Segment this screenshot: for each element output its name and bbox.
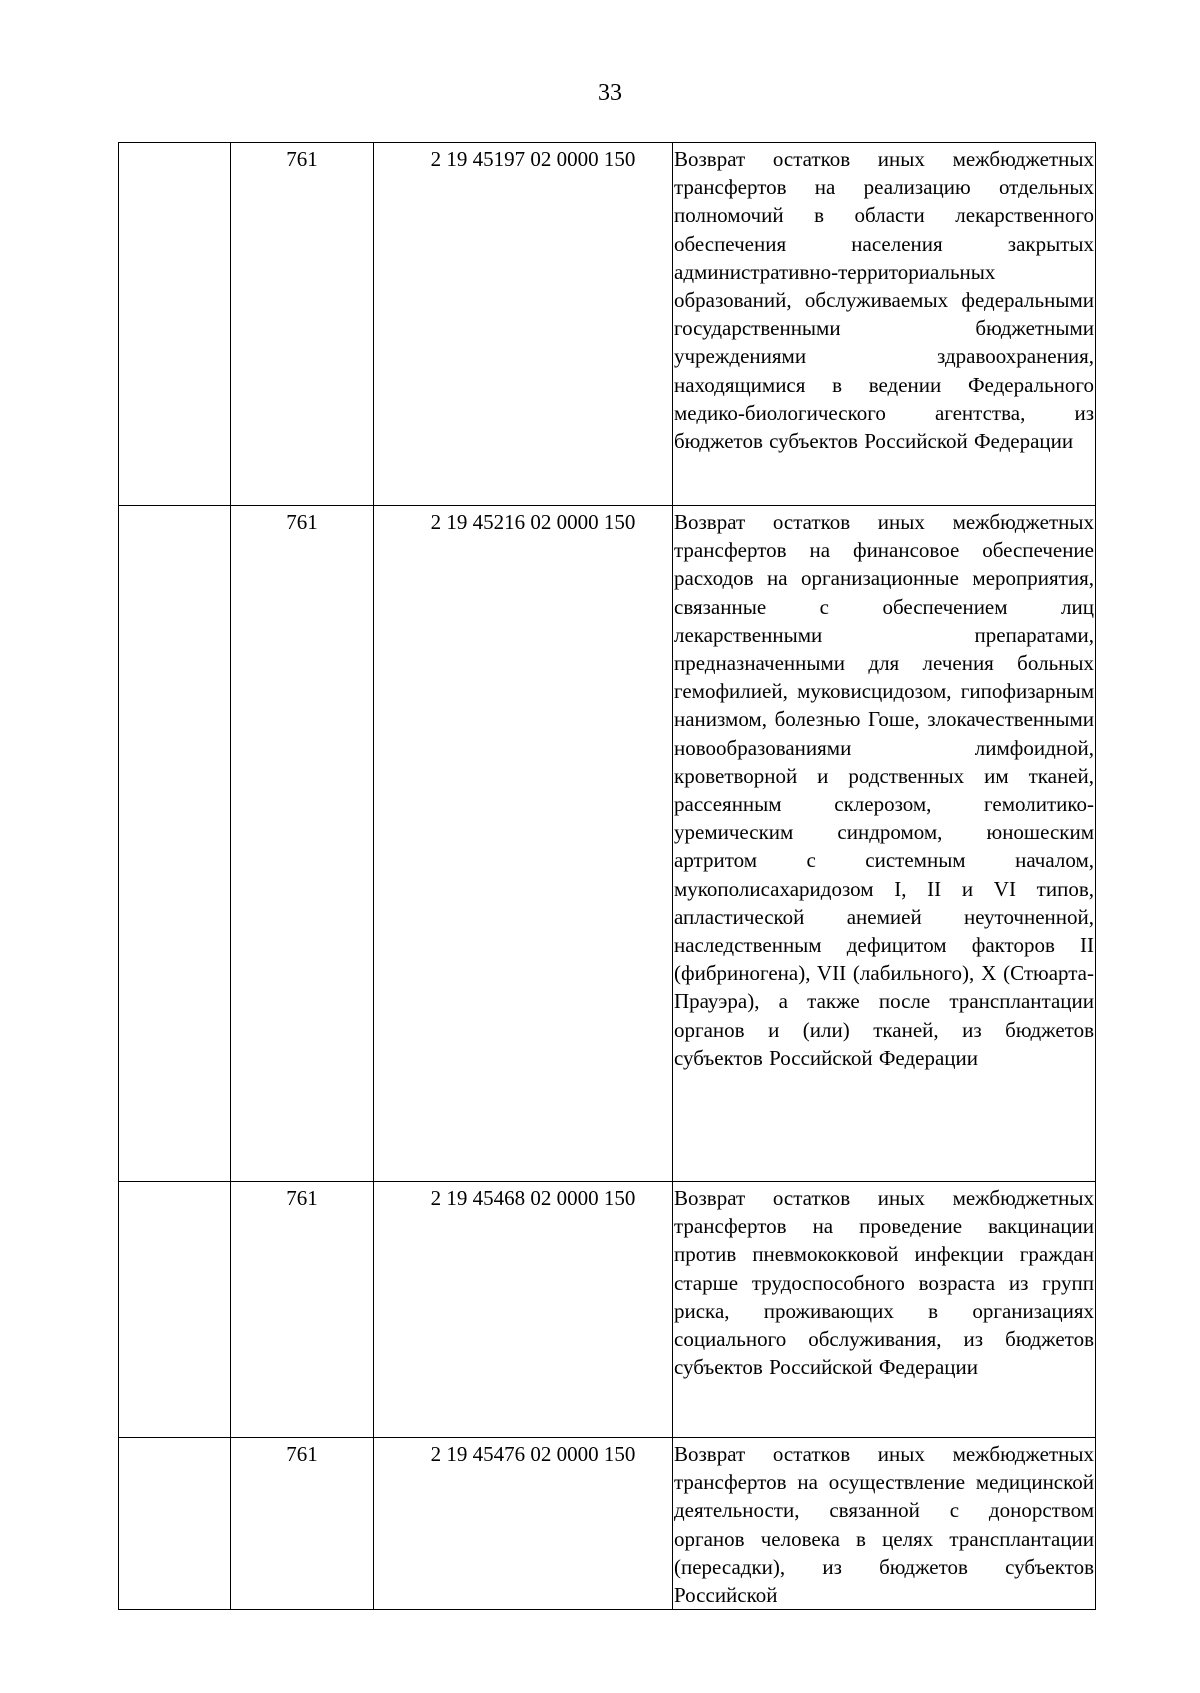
table-row [119, 506, 1096, 1182]
budget-codes-table [118, 142, 1096, 1610]
budget-code-cell: 2 19 45197 02 0000 150 [374, 143, 673, 506]
table-row [119, 1438, 1096, 1610]
income-name-cell: Возврат остатков иных межбюджетных трансфертов на финансовое обеспечение расходов на организационные мероприятия, связанные с обеспечением лиц лекарственными препаратами, предназначенными для лечения больных гемофилией, муковисцидозом, гипофизарным нанизмом, болезнью Гоше, злокачественными новообразованиями лимфоидной, кроветворной и родственных им тканей, рассеянным склерозом, гемолитико-уремическим синдромом, юношеским артритом с системным началом, мукополисахаридозом I, II и VI типов, апластической анемией неуточненной, наследственным дефицитом факторов II (фибриногена), VII (лабильного), X (Стюарта-Прауэра), а также после трансплантации органов и (или) тканей, из бюджетов субъектов Российской Федерации [673, 506, 1096, 1182]
blank-cell [119, 506, 231, 1182]
table-row [119, 143, 1096, 506]
admin-code-cell: 761 [231, 143, 374, 506]
budget-code-cell: 2 19 45468 02 0000 150 [374, 1182, 673, 1438]
blank-cell [119, 1438, 231, 1610]
admin-code-cell: 761 [231, 1182, 374, 1438]
blank-cell [119, 143, 231, 506]
budget-code-cell: 2 19 45476 02 0000 150 [374, 1438, 673, 1610]
admin-code-cell: 761 [231, 506, 374, 1182]
income-name-cell: Возврат остатков иных межбюджетных трансфертов на проведение вакцинации против пневмококковой инфекции граждан старше трудоспособного возраста из групп риска, проживающих в организациях социального обслуживания, из бюджетов субъектов Российской Федерации [673, 1182, 1096, 1438]
income-name-cell: Возврат остатков иных межбюджетных трансфертов на реализацию отдельных полномочий в области лекарственного обеспечения населения закрытых административно-территориальных образований, обслуживаемых федеральными государственными бюджетными учреждениями здравоохранения, находящимися в ведении Федерального медико-биологического агентства, из бюджетов субъектов Российской Федерации [673, 143, 1096, 506]
income-name-cell: Возврат остатков иных межбюджетных трансфертов на осуществление медицинской деятельности, связанной с донорством органов человека в целях трансплантации (пересадки), из бюджетов субъектов Российской [673, 1438, 1096, 1610]
table-row [119, 1182, 1096, 1438]
admin-code-cell: 761 [231, 1438, 374, 1610]
page-number: 33 [598, 80, 622, 106]
blank-cell [119, 1182, 231, 1438]
budget-code-cell: 2 19 45216 02 0000 150 [374, 506, 673, 1182]
